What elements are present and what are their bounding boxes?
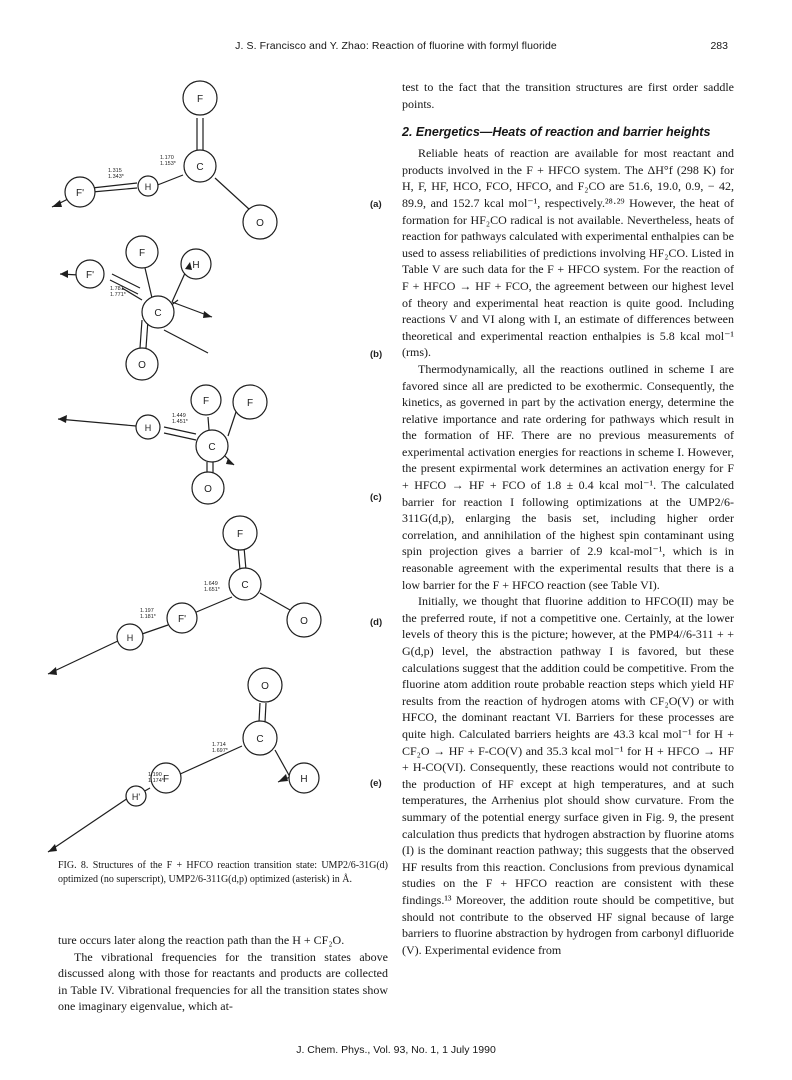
- atom-label: H: [192, 260, 200, 271]
- atom-label: F: [202, 396, 210, 407]
- panel-label: (d): [370, 617, 383, 628]
- panel-label: (a): [370, 199, 382, 210]
- right-column: [402, 79, 734, 958]
- atom-label: O: [261, 681, 269, 692]
- bond-length: 1.651*: [204, 587, 220, 593]
- bond-length: 1.781: [110, 286, 124, 292]
- atom-label: F': [75, 188, 85, 199]
- atom-label: F: [162, 774, 170, 785]
- journal-footer: J. Chem. Phys., Vol. 93, No. 1, 1 July 1990: [296, 1044, 496, 1056]
- bond-length: 1.714: [212, 742, 226, 748]
- atom-label: O: [256, 218, 264, 229]
- panel-label: (b): [370, 349, 383, 360]
- bond-length: 1.181*: [140, 614, 156, 620]
- atom-label: F': [177, 614, 187, 625]
- bond-length: 1.174*: [148, 778, 164, 784]
- figure-caption: FIG. 8. Structures of the F + HFCO reaction transition state: UMP2/6-31G(d) optimized (no superscript), UMP2/6-311G(d,p) optimized (asterisk) in Å.: [58, 860, 388, 885]
- atom-label: F: [236, 529, 244, 540]
- bond-length: 1.197: [140, 608, 154, 614]
- running-head: J. S. Francisco and Y. Zhao: Reaction of fluorine with formyl fluoride: [235, 40, 557, 52]
- atom-label: H: [144, 182, 152, 192]
- bond-length: 1.315: [108, 168, 122, 174]
- bond-length: 1.649: [204, 581, 218, 587]
- paragraph: Thermodynamically, all the reactions outlined in scheme I are favored since all are predicted to be exothermic. Consequently, the kinetics, as governed in part by the activation energy, determine the relative importance and rate ordering for pathways which result in the formation of HF. There are no previous measurements of experimental activation energies for reactions in scheme I. However, the present expirmental work determines an activation energy for F + HFCO → HF + FCO of 1.8 ± 0.4 kcal mol⁻¹. The calculated barrier for reaction I following optimizations at the UMP2/6-311G(d,p), enlarging the basis set, including higher order correlation, and annihilation of the highest spin contaminant using spin projection gives a barrier of 2.9 kcal-mol⁻¹, which is in reasonable agreement with the experimental results that there is a low barrier for the F + HFCO reaction (see Table VI).: [402, 361, 734, 592]
- atom-label: C: [196, 162, 204, 173]
- bond-length: 1.449: [172, 413, 186, 419]
- bond-length: 1.190: [148, 772, 162, 778]
- figure-8: [40, 70, 400, 860]
- atom-label: H': [131, 792, 141, 802]
- atom-label: C: [208, 442, 216, 453]
- paragraph: test to the fact that the transition structures are first order saddle points.: [402, 80, 734, 111]
- atom-label: H: [300, 774, 308, 785]
- atom-label: C: [256, 734, 264, 745]
- paragraph: The vibrational frequencies for the transition states above discussed along with those for reactants and products are collected in Table IV. Vibrational frequencies for all the transition states show one imaginary eigenvalue, which at-: [58, 949, 388, 1014]
- panel-label: (c): [370, 492, 382, 503]
- paragraph: Reliable heats of reaction are available for most reactant and products involved in the F + HFCO system. The ΔH°f (298 K) for H, F, HF, HCO, FCO, HFCO, and F₂CO are 51.6, 19.0, 0.9, − 42, 89.9, and 152.7 kcal mol⁻¹, respectively.²⁸·²⁹ However, the heat of formation for HF₂CO radical is not available. Nevertheless, heats of reaction for pathways calculated with experimental enthalpies can be used to assess reliabilities of predictions involving HF₂CO. Listed in Table V are such data for the F + HFCO system. For the reaction of F + HFCO → HF + FCO, the agreement between our highest level of theory and experimental heat reaction is quite good. Including reactions V and VI along with I, an estimate of differences between theoretical and experimental reaction enthalpies is 5.8 kcal mol⁻¹ (rms).: [402, 146, 734, 360]
- bond-length: 1.343*: [108, 174, 124, 180]
- atom-label: O: [204, 484, 212, 495]
- section-heading: 2. Energetics—Heats of reaction and barrier heights: [402, 125, 711, 140]
- bond-length: 1.170: [160, 155, 174, 161]
- paragraph: ture occurs later along the reaction path than the H + CF₂O.: [58, 933, 345, 947]
- bond-length: 1.771*: [110, 292, 126, 298]
- atom-label: O: [138, 360, 146, 371]
- panel-label: (e): [370, 778, 382, 789]
- atom-label: H: [126, 633, 134, 643]
- panel-e: [48, 668, 319, 852]
- page-number: 283: [710, 40, 728, 52]
- bond-length: 1.451*: [172, 419, 188, 425]
- atom-label: C: [154, 308, 162, 319]
- panel-d: [48, 516, 321, 674]
- atom-label: C: [241, 580, 249, 591]
- left-column: [58, 932, 388, 1015]
- bond-length: 1.697*: [212, 748, 228, 754]
- bond-length: 1.153*: [160, 161, 176, 167]
- panel-b: [60, 236, 212, 380]
- atom-label: F: [196, 94, 204, 105]
- atom-label: H: [144, 423, 152, 433]
- atom-label: F: [246, 398, 254, 409]
- atom-label: O: [300, 616, 308, 627]
- atom-label: F: [138, 248, 146, 259]
- atom-label: F': [85, 270, 95, 281]
- panel-c: [58, 385, 267, 504]
- paragraph: Initially, we thought that fluorine addition to HFCO(II) may be the preferred route, if not a competitive one. Certainly, at the lower levels of theory this is the picture; however, at the PMP4//6-311 + + G(d,p) level, the abstraction pathway I is favored, but these calculations suggest that the addition could be competitive. From the fluorine atom addition route probable reaction steps which yield HF results from the reaction of hydrogen atoms with CF₂O(V) or with HFCO, the dominant reactant VI. Barriers for these processes are quite high. Calculated barriers heights are 43.3 kcal mol⁻¹ for H + CF₂O → HF + F-CO(V) and 35.3 kcal mol⁻¹ for H + HFCO → HF + H-CO(VI). Consequently, these reactions would not contribute to the production of HF except at high temperatures, and at such temperatures, the Arrhenius plot should show curvature. From the summary of the potential energy surface given in Fig. 9, the present calculation thus predicts that hydrogen abstraction by fluorine atoms (I) is the dominant reaction pathway; this suggests that the observed HF results from this reaction. Conclusions from previous dynamical studies on the F + HFCO reaction are consistent with these findings.¹³ Moreover, the addition route should be competitive, but should not contribute to the observed HF signal because of large barriers to fluorine abstraction by hydrogen from carbonyl difluoride (V). Experimental evidence from: [402, 594, 734, 957]
